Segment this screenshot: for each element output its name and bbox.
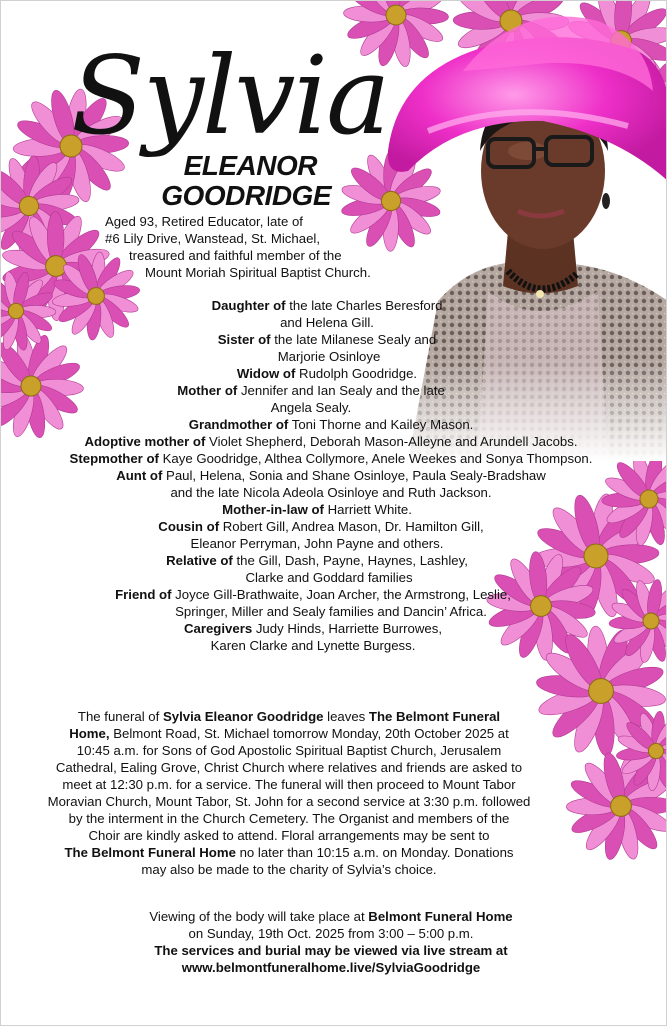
- relation-line: [21, 518, 621, 535]
- relation-label: Cousin of: [158, 519, 220, 534]
- intro-line: treasured and faithful member of the: [129, 248, 342, 263]
- text-run: Moravian Church, Mount Tabor, St. John for a second service at 3:30 p.m. followed: [47, 794, 531, 809]
- relation-names: Karen Clarke and Lynette Burgess.: [210, 638, 416, 653]
- relation-line: [31, 484, 631, 501]
- relation-names: Marjorie Osinloye: [277, 349, 381, 364]
- text-line: [19, 742, 559, 759]
- text-run: Sylvia Eleanor Goodridge: [162, 709, 324, 724]
- relation-names: Jennifer and Ian Sealy and the late: [237, 383, 445, 398]
- intro-line: Mount Moriah Spiritual Baptist Church.: [145, 265, 371, 280]
- relation-names: and the late Nicola Adeola Osinloye and Ruth Jackson.: [170, 485, 492, 500]
- relation-names: Judy Hinds, Harriette Burrowes,: [252, 621, 442, 636]
- relation-line: [11, 399, 611, 416]
- relation-names: Toni Thorne and Kailey Mason.: [288, 417, 474, 432]
- text-run: Choir are kindly asked to attend. Floral arrangements may be sent to: [88, 828, 490, 843]
- relation-label: Mother of: [177, 383, 238, 398]
- funeral-details: [19, 708, 559, 878]
- text-run: The funeral of: [77, 709, 163, 724]
- relatives-list: [31, 297, 631, 654]
- relation-line: [13, 637, 613, 654]
- text-line: [19, 759, 559, 776]
- text-line: [19, 959, 643, 976]
- relation-line: [17, 552, 617, 569]
- text-line: [19, 793, 559, 810]
- viewing-details: [19, 908, 643, 976]
- text-run: on Sunday, 19th Oct. 2025 from 3:00 – 5:00 p.m.: [188, 926, 474, 941]
- text-run: 10:45 a.m. for Sons of God Apostolic Spiritual Baptist Church, Jerusalem: [76, 743, 502, 758]
- relation-label: Friend of: [115, 587, 172, 602]
- relation-line: [13, 620, 613, 637]
- text-run: may also be made to the charity of Sylvia’s choice.: [141, 862, 437, 877]
- relation-names: and Helena Gill.: [280, 315, 374, 330]
- relation-line: [11, 382, 611, 399]
- relation-label: Caregivers: [183, 621, 253, 636]
- relation-line: [29, 348, 629, 365]
- relation-names: Springer, Miller and Sealy families and Dancin’ Africa.: [175, 604, 487, 619]
- relation-line: [13, 586, 613, 603]
- relation-label: Adoptive mother of: [84, 434, 206, 449]
- relation-line: [17, 501, 617, 518]
- relation-names: Kaye Goodridge, Althea Collymore, Anele Weekes and Sonya Thompson.: [158, 451, 593, 466]
- relation-label: Stepmother of: [69, 451, 159, 466]
- relation-line: [27, 297, 627, 314]
- text-line: [19, 942, 643, 959]
- text-line: [19, 844, 559, 861]
- intro-block: [87, 213, 417, 281]
- relation-line: [31, 450, 631, 467]
- relation-names: the late Milanese Sealy and: [270, 332, 437, 347]
- relation-names: Joyce Gill-Brathwaite, Joan Archer, the Armstrong, Leslie,: [171, 587, 511, 602]
- text-run: by the interment in the Church Cemetery. The Organist and members of the: [68, 811, 510, 826]
- relation-line: [29, 569, 629, 586]
- text-run: www.belmontfuneralhome.live/SylviaGoodridge: [181, 960, 481, 975]
- relation-names: Rudolph Goodridge.: [295, 366, 418, 381]
- text-run: Cathedral, Ealing Grove, Christ Church where relatives and friends are asked to: [55, 760, 523, 775]
- relation-line: [27, 314, 627, 331]
- intro-line: #6 Lily Drive, Wanstead, St. Michael,: [105, 231, 320, 246]
- relation-label: Aunt of: [116, 468, 163, 483]
- text-line: [19, 725, 559, 742]
- relation-names: Harriett White.: [323, 502, 412, 517]
- relation-names: the Gill, Dash, Payne, Haynes, Lashley,: [232, 553, 468, 568]
- text-line: [19, 827, 559, 844]
- relation-line: [31, 416, 631, 433]
- text-run: The Belmont Funeral: [368, 709, 501, 724]
- text-run: Home,: [69, 726, 110, 741]
- relation-line: [31, 603, 631, 620]
- relation-label: Mother-in-law of: [222, 502, 324, 517]
- relation-names: Eleanor Perryman, John Payne and others.: [190, 536, 444, 551]
- relation-label: Widow of: [236, 366, 296, 381]
- text-run: meet at 12:30 p.m. for a service. The funeral will then proceed to Mount Tabor: [62, 777, 516, 792]
- intro-line: Aged 93, Retired Educator, late of: [105, 214, 303, 229]
- relation-names: Clarke and Goddard families: [245, 570, 413, 585]
- relation-label: Relative of: [166, 553, 233, 568]
- relation-names: the late Charles Beresford: [285, 298, 443, 313]
- text-run: The services and burial may be viewed via live stream at: [154, 943, 508, 958]
- text-line: [19, 810, 559, 827]
- text-run: leaves: [323, 709, 369, 724]
- relation-line: [31, 467, 631, 484]
- full-name: [121, 151, 331, 211]
- script-first-name: Sylvia: [71, 34, 389, 159]
- text-line: [19, 925, 643, 942]
- text-line: [19, 776, 559, 793]
- relation-names: Angela Sealy.: [270, 400, 352, 415]
- relation-names: Paul, Helena, Sonia and Shane Osinloye, Paula Sealy-Bradshaw: [162, 468, 546, 483]
- text-line: [19, 861, 559, 878]
- middle-name: ELEANOR: [183, 150, 317, 181]
- text-run: no later than 10:15 a.m. on Monday. Donations: [235, 845, 514, 860]
- relation-label: Grandmother of: [188, 417, 289, 432]
- text-run: The Belmont Funeral Home: [64, 845, 236, 860]
- relation-names: Robert Gill, Andrea Mason, Dr. Hamilton Gill,: [219, 519, 484, 534]
- text-line: [19, 708, 559, 725]
- relation-label: Daughter of: [211, 298, 286, 313]
- surname: GOODRIDGE: [161, 180, 331, 211]
- text-run: Belmont Road, St. Michael tomorrow Monday, 20th October 2025 at: [109, 726, 509, 741]
- relation-line: [27, 365, 627, 382]
- text-run: Belmont Funeral Home: [368, 909, 513, 924]
- text-run: Viewing of the body will take place at: [149, 909, 369, 924]
- relation-line: [31, 433, 631, 450]
- relation-line: [27, 331, 627, 348]
- relation-line: [17, 535, 617, 552]
- relation-label: Sister of: [217, 332, 271, 347]
- relation-names: Violet Shepherd, Deborah Mason-Alleyne and Arundell Jacobs.: [205, 434, 578, 449]
- text-line: [19, 908, 643, 925]
